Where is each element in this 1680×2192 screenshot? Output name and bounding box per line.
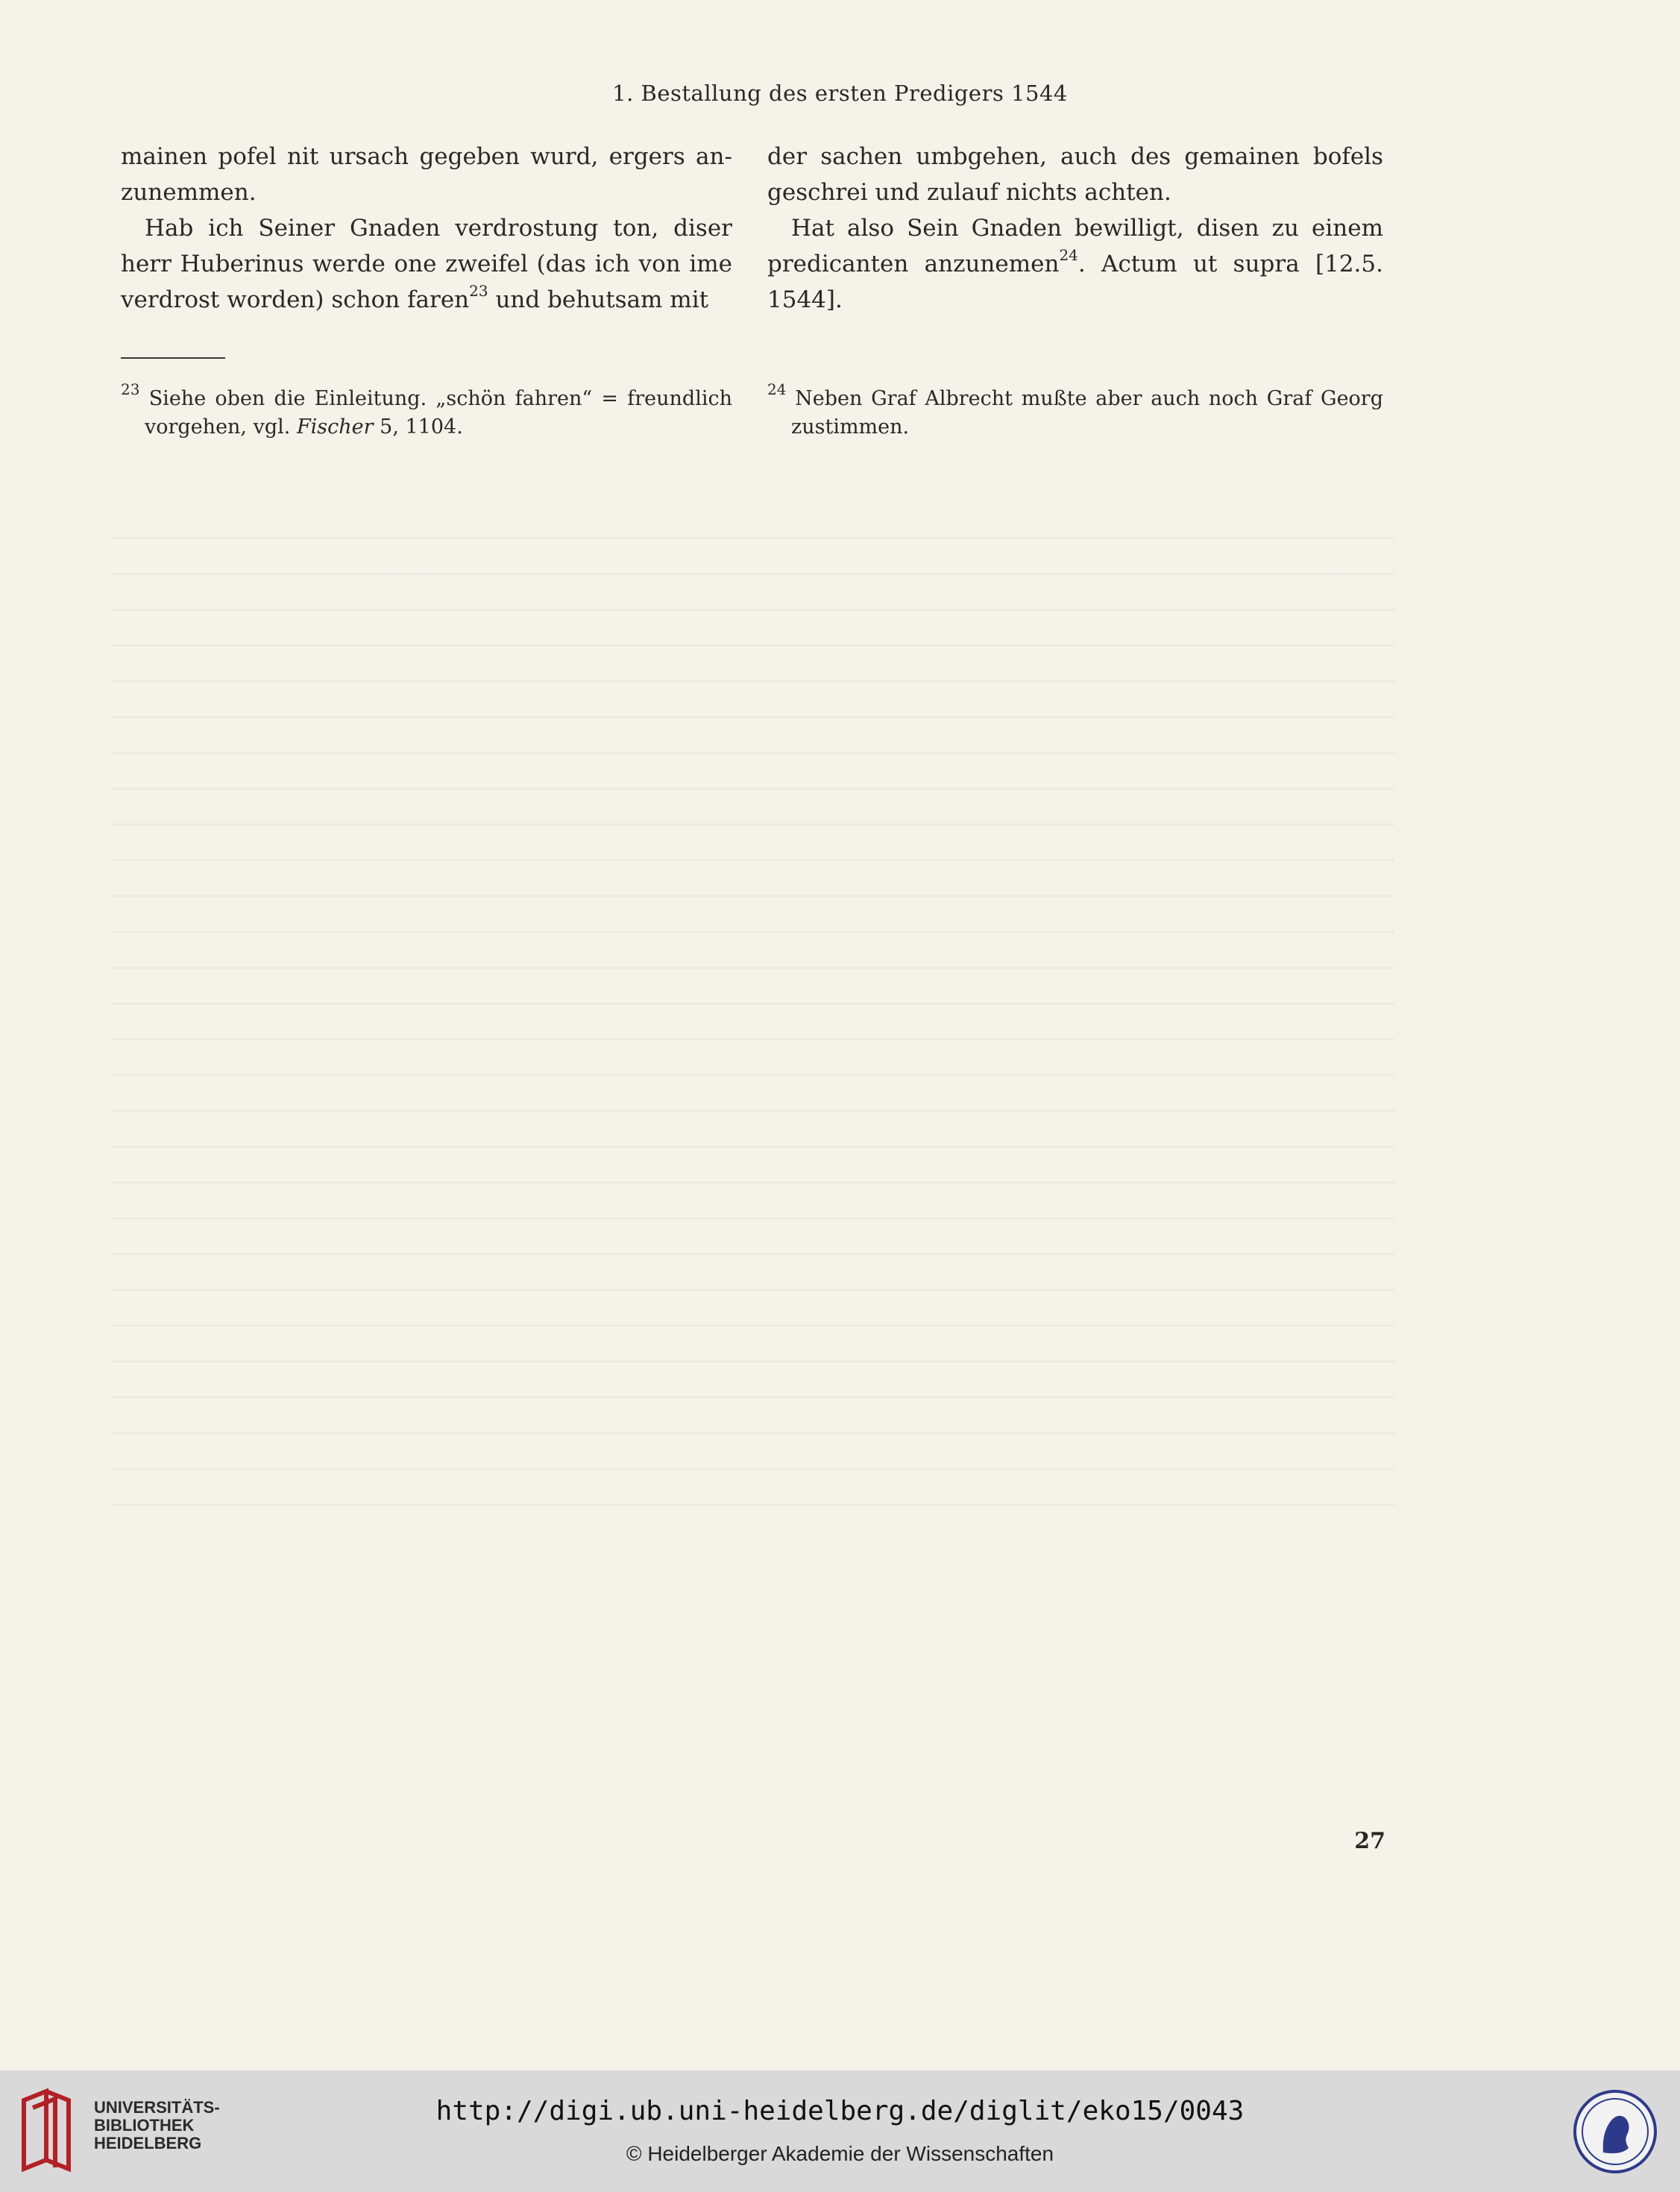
footnote-24: $^{24}$ Neben Graf Albrecht mußte aber auch noch Graf Georg zustimmen. (767, 380, 1383, 439)
copyright-notice: © Heidelberger Akademie der Wissenschaften (626, 2142, 1054, 2165)
footnote-ref-24[interactable]: 24 (1059, 245, 1078, 264)
left-paragraph-1: mainen pofel nit ursach gegeben wurd, ergers anzunemmen. (121, 143, 732, 206)
right-text-column (767, 139, 1383, 318)
permalink-url[interactable]: http://digi.ub.uni-heidelberg.de/diglit/eko15/0043 (435, 2096, 1245, 2126)
running-head: 1. Bestallung des ersten Predigers 1544 (612, 81, 1068, 106)
bleed-through-texture (112, 537, 1394, 1529)
page-number: 27 (1354, 1828, 1385, 1854)
academy-seal-icon[interactable] (1572, 2088, 1658, 2175)
left-text-column (121, 139, 732, 318)
institution-name[interactable]: UNIVERSITÄTS- BIBLIOTHEK HEIDELBERG (94, 2098, 220, 2152)
footnote-divider (121, 357, 225, 359)
right-paragraph-1: der sachen umbgehen, auch des gemainen bofels geschrei und zulauf nichts achten. (767, 143, 1383, 206)
footnote-ref-23[interactable]: 23 (469, 281, 488, 300)
viewer-footer (0, 2070, 1680, 2192)
left-paragraph-2: Hab ich Seiner Gnaden verdrostung ton, diser herr Huberinus werde one zweifel (das ich von ime verdrost worden) schon faren$^{23}$ und behutsam mit (121, 215, 732, 313)
right-paragraph-2: Hat also Sein Gnaden bewilligt, disen zu einem predicanten anzunemen$^{24}$. Actum ut supra [12.5. 1544]. (767, 215, 1383, 313)
footnote-23: $^{23}$ Siehe oben die Einleitung. „schön fahren“ = freundlich vorgehen, vgl. Fischer 5, 1104. (121, 380, 732, 439)
